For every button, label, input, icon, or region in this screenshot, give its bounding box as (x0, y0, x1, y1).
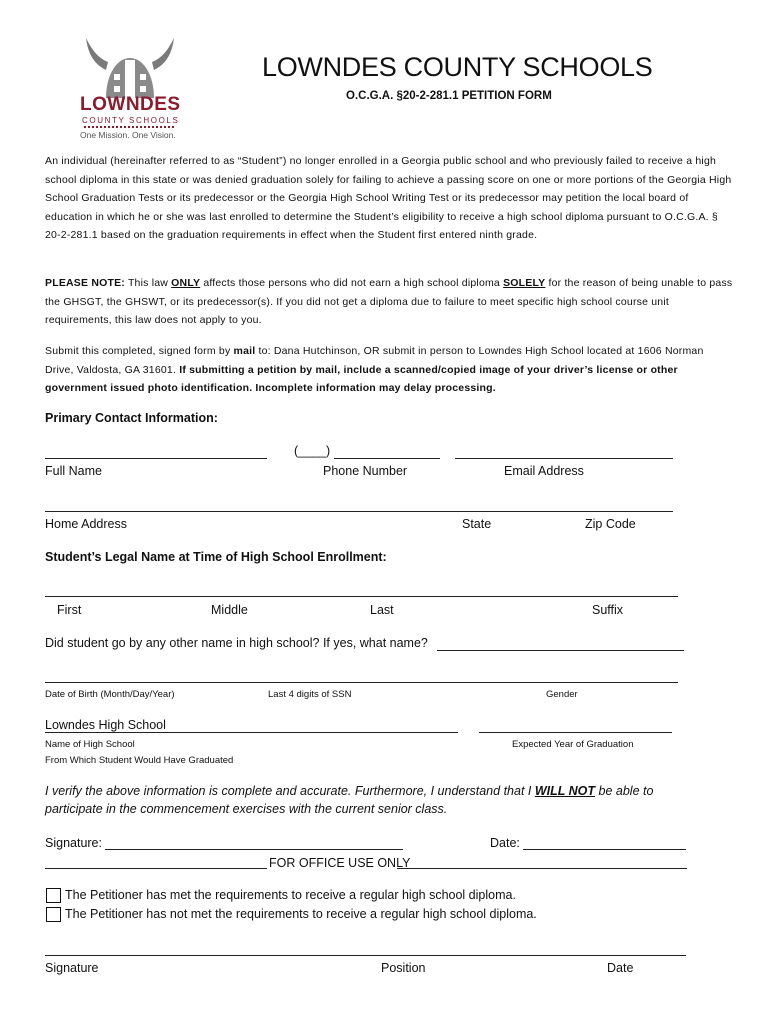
form-subtitle: O.C.G.A. §20-2-281.1 PETITION FORM (346, 90, 552, 102)
gender-label: Gender (546, 689, 578, 700)
full-name-label: Full Name (45, 464, 102, 478)
note-text-1: This law (127, 277, 169, 289)
high-school-value: Lowndes High School (45, 718, 166, 732)
viking-helmet-icon (78, 36, 182, 102)
verify-will-not: WILL NOT (534, 784, 596, 798)
office-signature-field[interactable] (45, 955, 686, 956)
submit-paragraph (45, 342, 735, 398)
not-met-requirements-label: The Petitioner has not met the requirements to receive a regular high school diploma. (65, 907, 537, 921)
office-position-label: Position (381, 961, 426, 975)
expected-year-field[interactable] (479, 732, 672, 733)
not-met-requirements-checkbox[interactable] (46, 907, 61, 922)
zip-label: Zip Code (585, 517, 636, 531)
office-use-label: FOR OFFICE USE ONLY (269, 856, 411, 870)
page-title: LOWNDES COUNTY SCHOOLS (262, 52, 653, 82)
home-address-label: Home Address (45, 517, 127, 531)
home-address-field[interactable] (45, 511, 673, 512)
office-signature-label: Signature (45, 961, 99, 975)
phone-field[interactable] (334, 458, 440, 459)
note-only: ONLY (171, 277, 201, 289)
signature-label: Signature: (45, 836, 102, 850)
note-text-3: for the reason of being unable to pass the GHSGT, the GHSWT, or its predecessor(s). If you did not get a diploma due to failure to meet specific high school course unit requirements, this law does not apply to you. (45, 277, 733, 326)
submit-mail: mail (233, 345, 256, 357)
suffix-label: Suffix (592, 603, 624, 617)
ssn-label: Last 4 digits of SSN (268, 689, 352, 700)
logo (78, 36, 182, 140)
verify-text-2: be able to participate in the commencement exercises with the current senior class. (45, 784, 654, 816)
middle-label: Middle (211, 603, 248, 617)
phone-label: Phone Number (323, 464, 408, 478)
other-name-question: Did student go by any other name in high school? If yes, what name? (45, 636, 428, 650)
logo-dots (84, 126, 174, 128)
note-label: PLEASE NOTE: (45, 277, 125, 289)
note-paragraph (45, 274, 735, 330)
signature-field[interactable] (105, 849, 403, 850)
expected-year-label: Expected Year of Graduation (512, 739, 634, 750)
student-name-field[interactable] (45, 596, 678, 597)
note-solely: SOLELY (503, 277, 546, 289)
met-requirements-checkbox[interactable] (46, 888, 61, 903)
dob-label: Date of Birth (Month/Day/Year) (45, 689, 175, 700)
met-requirements-label: The Petitioner has met the requirements to receive a regular high school diploma. (65, 888, 516, 902)
state-label: State (462, 517, 492, 531)
high-school-field[interactable] (45, 732, 458, 733)
logo-subtitle: COUNTY SCHOOLS (82, 116, 180, 125)
intro-paragraph: An individual (hereinafter referred to as “Student”) no longer enrolled in a Georgia public school and who previously failed to receive a high school diploma in this state or was denied graduation solely for failing to achieve a passing score on one or more portions of the Georgia High School Graduation Tests or its predecessor or the Georgia High School Writing Test or its predecessor may petition the local board of education in which he or she was last enrolled to determine the Student’s eligibility to receive a high school diploma pursuant to O.C.G.A. § 20-2-281.1 based on the graduation requirements in effect when the Student first entered ninth grade. (45, 155, 732, 241)
office-line-left (45, 868, 267, 869)
last-label: Last (370, 603, 394, 617)
submit-text-1: Submit this completed, signed form by (45, 345, 231, 357)
date-field[interactable] (523, 849, 686, 850)
office-date-label: Date (607, 961, 634, 975)
high-school-label: Name of High School (45, 739, 135, 750)
student-heading: Student’s Legal Name at Time of High School Enrollment: (45, 550, 387, 564)
high-school-label-2: From Which Student Would Have Graduated (45, 755, 234, 766)
office-line-right (397, 868, 687, 869)
first-label: First (57, 603, 82, 617)
note-text-2: affects those persons who did not earn a high school diploma (203, 277, 500, 289)
phone-prefix: (____) (294, 444, 331, 458)
email-label: Email Address (504, 464, 584, 478)
logo-tagline: One Mission. One Vision. (80, 130, 176, 140)
logo-name: LOWNDES (80, 94, 181, 115)
date-label: Date: (490, 836, 520, 850)
submit-bold: If submitting a petition by mail, include a scanned/copied image of your driver’s license or other government issued photo identification. Incomplete information may delay processing. (45, 363, 678, 394)
dob-ssn-gender-field[interactable] (45, 682, 678, 683)
submit-text-2: to: Dana Hutchinson, OR submit in person to Lowndes High School located at 1606 Norman Drive, Valdosta, GA 31601. (45, 345, 704, 376)
full-name-field[interactable] (45, 458, 267, 459)
verify-text-1: I verify the above information is complete and accurate. Furthermore, I understand that I (45, 784, 532, 798)
email-field[interactable] (455, 458, 673, 459)
other-name-field[interactable] (437, 650, 684, 651)
primary-heading: Primary Contact Information: (45, 411, 218, 425)
verify-statement (45, 782, 685, 818)
